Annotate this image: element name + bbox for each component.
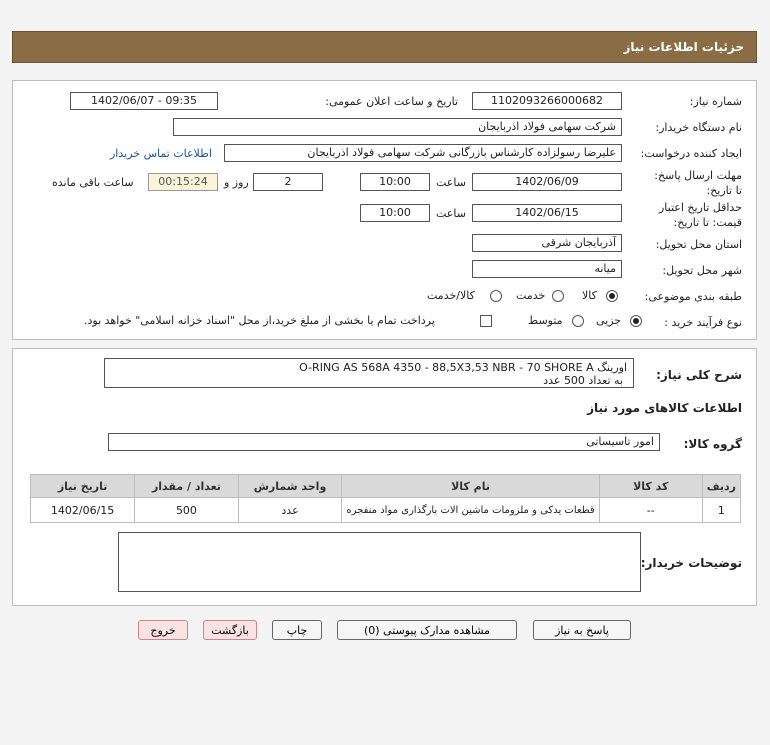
- print-button[interactable]: چاپ: [272, 620, 322, 640]
- summary-line-1: اورینگ O-RING AS 568A 4350 - 88,5X3,53 NBR - 70 SHORE A: [299, 361, 627, 374]
- days-field[interactable]: 2: [253, 173, 323, 191]
- goods-table-header: [31, 475, 741, 498]
- creator-field[interactable]: علیرضا رسولزاده کارشناس بازرگانی شرکت سهامی فولاد اذربایجان: [224, 144, 622, 162]
- need-number-label: شماره نیاز:: [689, 95, 742, 108]
- category-service-label: خدمت: [516, 289, 546, 302]
- category-goods-service-label: کالا/خدمت: [427, 289, 475, 302]
- process-minor-label: جزیی: [596, 314, 622, 327]
- page-header: [12, 31, 757, 63]
- announce-datetime-field[interactable]: 1402/06/07 - 09:35: [70, 92, 218, 110]
- reply-button[interactable]: پاسخ به نیاز: [533, 620, 631, 640]
- page-title: جزئیات اطلاعات نیاز: [623, 40, 744, 54]
- process-medium-label: متوسط: [528, 314, 563, 327]
- treasury-payment-checkbox[interactable]: [480, 315, 492, 327]
- days-label: روز و: [224, 176, 249, 189]
- category-label: طبقه بندی موضوعی:: [644, 290, 742, 303]
- province-field[interactable]: آذربایجان شرقی: [472, 234, 622, 252]
- city-field[interactable]: میانه: [472, 260, 622, 278]
- col-date: تاریخ نیاز: [31, 475, 135, 498]
- treasury-payment-note: پرداخت تمام یا بخشی از مبلغ خرید،از محل "اسناد خزانه اسلامی" خواهد بود.: [84, 314, 435, 327]
- buyer-org-field[interactable]: شرکت سهامی فولاد اذربایجان: [173, 118, 622, 136]
- validity-time-field[interactable]: 10:00: [360, 204, 430, 222]
- remaining-time-field: 00:15:24: [148, 173, 218, 191]
- cell-name: قطعات یدکی و ملزومات ماشین الات بارگذاری مواد منفجره: [342, 498, 599, 523]
- buyer-org-label: نام دستگاه خریدار:: [655, 121, 742, 134]
- category-radio-service[interactable]: [552, 290, 564, 302]
- buyer-contact-link[interactable]: اطلاعات تماس خریدار: [110, 147, 212, 160]
- process-label: نوع فرآیند خرید :: [664, 316, 742, 329]
- city-label: شهر محل تحویل:: [662, 264, 742, 277]
- exit-button[interactable]: خروج: [138, 620, 188, 640]
- creator-label: ایجاد کننده درخواست:: [640, 147, 742, 160]
- col-row: ردیف: [702, 475, 740, 498]
- deadline-label: مهلت ارسال پاسخ: تا تاریخ:: [654, 169, 742, 197]
- remaining-label: ساعت باقی مانده: [52, 176, 134, 189]
- col-unit: واحد شمارش: [238, 475, 342, 498]
- summary-field[interactable]: [104, 358, 634, 388]
- deadline-date-field[interactable]: 1402/06/09: [472, 173, 622, 191]
- cell-code: --: [599, 498, 702, 523]
- col-name: نام کالا: [342, 475, 599, 498]
- goods-table: [30, 474, 741, 523]
- col-code: کد کالا: [599, 475, 702, 498]
- table-row: [31, 498, 741, 523]
- buyer-notes-label: توضیحات خریدار:: [640, 556, 742, 570]
- process-radio-minor[interactable]: [630, 315, 642, 327]
- need-number-field[interactable]: 1102093266000682: [472, 92, 622, 110]
- goods-group-label: گروه کالا:: [683, 437, 742, 451]
- cell-unit: عدد: [238, 498, 342, 523]
- province-label: استان محل تحویل:: [655, 238, 742, 251]
- summary-label: شرح کلی نیاز:: [656, 368, 742, 382]
- goods-section-title: اطلاعات کالاهای مورد نیاز: [587, 401, 742, 415]
- validity-date-field[interactable]: 1402/06/15: [472, 204, 622, 222]
- deadline-time-field[interactable]: 10:00: [360, 173, 430, 191]
- attachments-button[interactable]: مشاهده مدارک پیوستی (0): [337, 620, 517, 640]
- deadline-time-label: ساعت: [436, 176, 466, 189]
- summary-line-2: به تعداد 500 عدد: [543, 374, 623, 387]
- validity-label: حداقل تاریخ اعتبار قیمت: تا تاریخ:: [658, 201, 742, 229]
- category-radio-goods[interactable]: [606, 290, 618, 302]
- cell-quantity: 500: [135, 498, 238, 523]
- validity-time-label: ساعت: [436, 207, 466, 220]
- goods-group-field[interactable]: امور تاسیساتی: [108, 433, 660, 451]
- back-button[interactable]: بازگشت: [203, 620, 257, 640]
- process-radio-medium[interactable]: [572, 315, 584, 327]
- cell-row: 1: [702, 498, 740, 523]
- cell-date: 1402/06/15: [31, 498, 135, 523]
- category-goods-label: کالا: [582, 289, 597, 302]
- announce-label: تاریخ و ساعت اعلان عمومی:: [325, 95, 458, 108]
- buyer-notes-field[interactable]: [118, 532, 641, 592]
- col-quantity: تعداد / مقدار: [135, 475, 238, 498]
- category-radio-goods-service[interactable]: [490, 290, 502, 302]
